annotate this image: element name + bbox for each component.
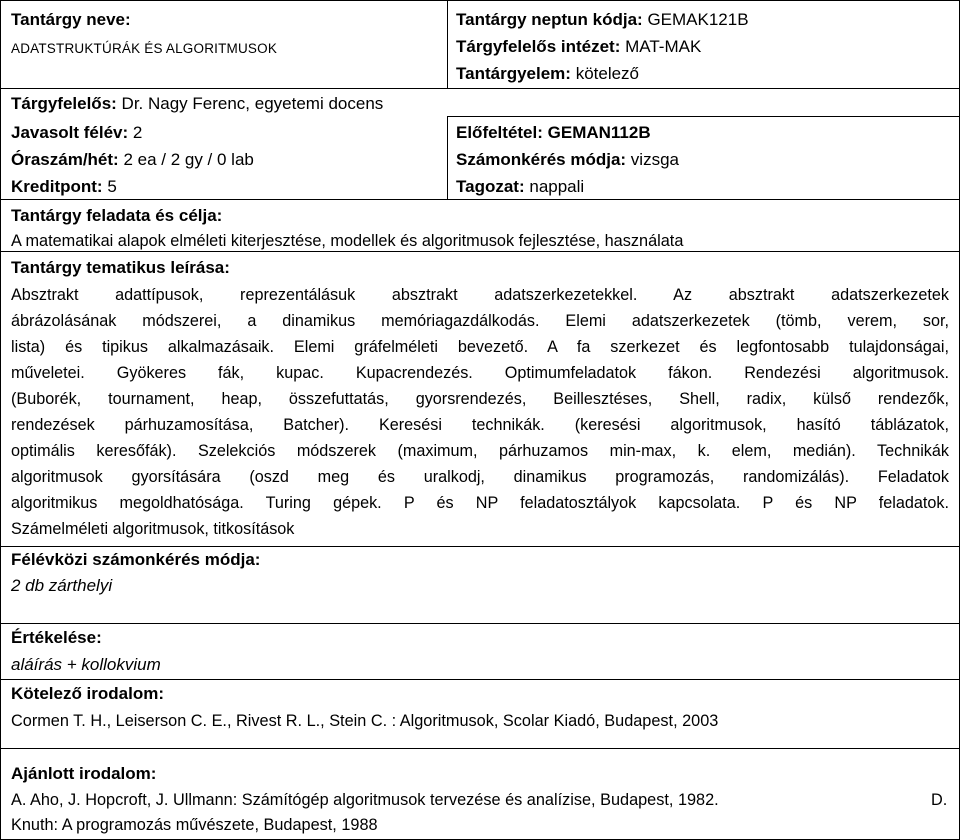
section-value: nappali xyxy=(529,177,585,196)
institute-label: Tárgyfelelős intézet: xyxy=(456,37,621,56)
topics-line: optimális keresőfák). Szelekciós módszerek (maximum, párhuzamos min-max, k. elem, medián). Technikák xyxy=(11,442,949,460)
divider xyxy=(447,116,959,117)
prereq-value: GEMAN112B xyxy=(547,123,651,142)
topics-line: műveletei. Gyökeres fák, kupac. Kupacrendezés. Optimumfeladatok fákon. Rendezési algoritmusok. xyxy=(11,364,949,382)
prereq-label: Előfeltétel: xyxy=(456,123,543,142)
column-divider xyxy=(447,116,448,199)
semester-row xyxy=(11,123,142,143)
exam-row xyxy=(456,150,679,170)
evaluation-value: aláírás + kollokvium xyxy=(11,655,161,674)
midterm-label: Félévközi számonkérés módja: xyxy=(11,550,261,569)
institute-value: MAT-MAK xyxy=(625,37,702,56)
type-value: kötelező xyxy=(575,64,640,83)
topics-line: algoritmikus megoldhatósága. Turing gépek. P és NP feladatosztályok kapcsolata. P és NP feladatok. xyxy=(11,494,949,512)
topics-label: Tantárgy tematikus leírása: xyxy=(11,258,230,277)
topics-line: Absztrakt adattípusok, reprezentálásuk absztrakt adatszerkezetekkel. Az absztrakt adatszerkezetek xyxy=(11,286,949,304)
divider xyxy=(1,251,959,252)
section-label: Tagozat: xyxy=(456,177,525,196)
exam-label: Számonkérés módja: xyxy=(456,150,627,169)
topics-line: lista) és tipikus alkalmazásaik. Elemi gráfelméleti bevezető. A fa szerkezet és legfontosabb tulajdonságai, xyxy=(11,338,949,356)
exam-value: vizsga xyxy=(630,150,679,169)
recommended-lit-line: Knuth: A programozás művészete, Budapest, 1988 xyxy=(11,816,378,834)
topics-line: ábrázolásának módszerei, a dinamikus memóriagazdálkodás. Elemi adatszerkezetek (tömb, verem, sor, xyxy=(11,312,949,330)
semester-value: 2 xyxy=(132,123,143,142)
institute-row xyxy=(456,37,701,57)
divider xyxy=(1,748,959,749)
goal-text: A matematikai alapok elméleti kiterjesztése, modellek és algoritmusok fejlesztése, használata xyxy=(11,232,684,250)
responsible-value: Dr. Nagy Ferenc, egyetemi docens xyxy=(121,94,384,113)
topics-text xyxy=(11,282,949,542)
neptun-value: GEMAK121B xyxy=(647,10,749,29)
topics-line: (Buborék, tournament, heap, összefuttatás, gyorsrendezés, Beillesztéses, Shell, radix, külső rendezők, xyxy=(11,390,949,408)
subject-name-value: ADATSTRUKTÚRÁK ÉS ALGORITMUSOK xyxy=(11,41,278,56)
topics-line: Számelméleti algoritmusok, titkosítások xyxy=(11,520,295,538)
type-row xyxy=(456,64,639,84)
divider xyxy=(1,88,959,89)
type-label: Tantárgyelem: xyxy=(456,64,571,83)
column-divider xyxy=(447,1,448,88)
divider xyxy=(1,623,959,624)
recommended-lit-label: Ajánlott irodalom: xyxy=(11,764,157,783)
responsible-label: Tárgyfelelős: xyxy=(11,94,117,113)
credit-label: Kreditpont: xyxy=(11,177,103,196)
credit-value: 5 xyxy=(107,177,117,196)
recommended-lit-line: A. Aho, J. Hopcroft, J. Ullmann: Számítógép algoritmusok tervezése és analízise, Budapest, 1982. xyxy=(11,791,719,809)
topics-line: algoritmusok gyorsítására (oszd meg és uralkodj, dinamikus programozás, randomizálás). Feladatok xyxy=(11,468,949,486)
goal-label: Tantárgy feladata és célja: xyxy=(11,206,223,225)
prereq-row xyxy=(456,123,651,143)
topics-line: rendezések párhuzamosítása, Batcher). Keresési technikák. (keresési algoritmusok, hasító táblázatok, xyxy=(11,416,949,434)
divider xyxy=(1,679,959,680)
section-row xyxy=(456,177,584,197)
hours-value: 2 ea / 2 gy / 0 lab xyxy=(123,150,254,169)
recommended-lit-line-tail: D. xyxy=(931,791,948,809)
neptun-row xyxy=(456,10,749,30)
evaluation-label: Értékelése: xyxy=(11,628,102,647)
hours-label: Óraszám/hét: xyxy=(11,150,119,169)
neptun-label: Tantárgy neptun kódja: xyxy=(456,10,643,29)
divider xyxy=(1,199,959,200)
hours-row xyxy=(11,150,254,170)
required-lit-value: Cormen T. H., Leiserson C. E., Rivest R. L., Stein C. : Algoritmusok, Scolar Kiadó, Budapest, 2003 xyxy=(11,712,719,730)
subject-name-label: Tantárgy neve: xyxy=(11,10,131,29)
semester-label: Javasolt félév: xyxy=(11,123,129,142)
required-lit-label: Kötelező irodalom: xyxy=(11,684,165,703)
responsible-row xyxy=(11,94,383,114)
midterm-value: 2 db zárthelyi xyxy=(11,576,113,595)
divider xyxy=(1,546,959,547)
credit-row xyxy=(11,177,117,197)
